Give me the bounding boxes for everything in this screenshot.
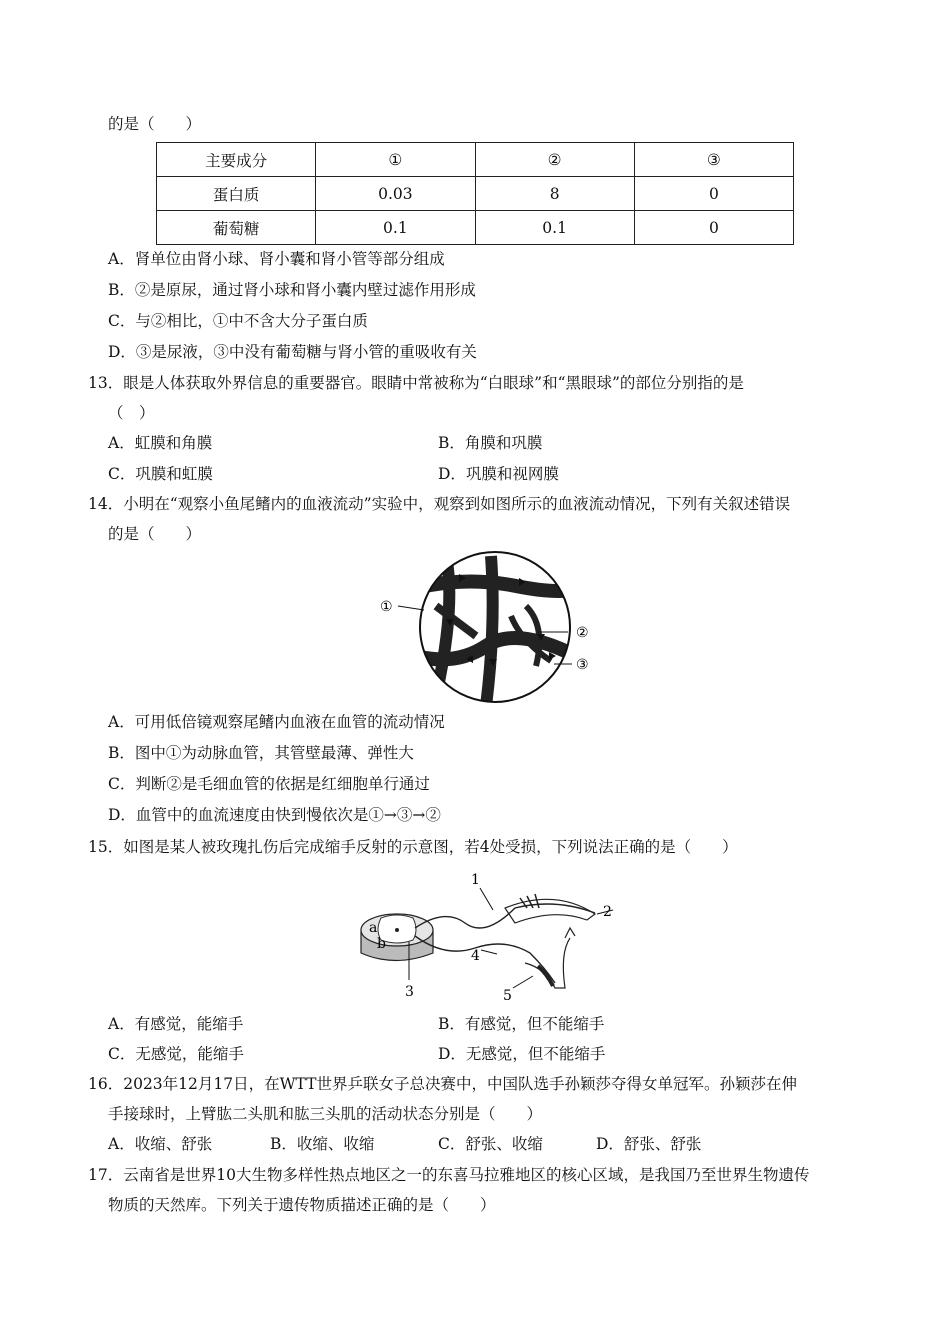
table-cell: 0.1 (475, 211, 634, 245)
q14-stem-line2: 的是（ ） (108, 525, 202, 543)
reflex-label-2: 2 (603, 904, 612, 920)
q12-stem-tail: 的是（ ） (108, 115, 202, 133)
q15-option-c: C．无感觉，能缩手 (108, 1045, 244, 1063)
reflex-label-3: 3 (405, 984, 414, 1000)
table-cell: 0 (634, 211, 793, 245)
q14-option-c: C．判断②是毛细血管的依据是红细胞单行通过 (108, 775, 430, 793)
reflex-label-4: 4 (471, 948, 480, 964)
q15-stem-line1: 15．如图是某人被玫瑰扎伤后完成缩手反射的示意图，若4处受损，下列说法正确的是（ ） (88, 838, 738, 856)
reflex-label-1: 1 (471, 872, 480, 888)
q14-option-d: D．血管中的血流速度由快到慢依次是①→③→② (108, 806, 441, 824)
q13-option-c: C．巩膜和虹膜 (108, 465, 213, 483)
table-cell: 0.03 (316, 177, 475, 211)
q12-option-b: B．②是原尿，通过肾小球和肾小囊内壁过滤作用形成 (108, 281, 476, 299)
table-cell: 8 (475, 177, 634, 211)
table-cell: 葡萄糖 (157, 211, 316, 245)
table-header-cell: 主要成分 (157, 143, 316, 177)
q14-option-a: A．可用低倍镜观察尾鳍内血液在血管的流动情况 (108, 713, 445, 731)
table-header-cell: ③ (634, 143, 793, 177)
q12-table (156, 142, 794, 245)
q12-option-a: A．肾单位由肾小球、肾小囊和肾小管等部分组成 (108, 250, 445, 268)
table-row (157, 177, 794, 211)
blood-flow-figure (376, 546, 616, 706)
reflex-label-a: a (369, 920, 378, 936)
q16-option-a: A．收缩、舒张 (108, 1135, 213, 1153)
q15-option-d: D．无感觉，但不能缩手 (438, 1045, 606, 1063)
q16-option-b: B．收缩、收缩 (270, 1135, 375, 1153)
table-cell: 0.1 (316, 211, 475, 245)
q15-option-b: B．有感觉，但不能缩手 (438, 1015, 605, 1033)
q13-stem-line2: （ ） (108, 404, 155, 422)
q12-option-d: D．③是尿液，③中没有葡萄糖与肾小管的重吸收有关 (108, 343, 477, 361)
figure-label-3: ③ (576, 657, 589, 673)
figure-label-2: ② (576, 625, 589, 641)
table-header-row (157, 143, 794, 177)
table-row (157, 211, 794, 245)
q12-option-c: C．与②相比，①中不含大分子蛋白质 (108, 312, 368, 330)
reflex-arc-figure (355, 868, 625, 1008)
q14-stem-line1: 14．小明在“观察小鱼尾鳍内的血液流动”实验中，观察到如图所示的血液流动情况，下列有关叙述错误 (88, 495, 791, 513)
q17-stem-line2: 物质的天然库。下列关于遗传物质描述正确的是（ ） (108, 1196, 496, 1214)
q16-option-d: D．舒张、舒张 (596, 1135, 702, 1153)
q16-stem-line1: 16．2023年12月17日，在WTT世界乒联女子总决赛中，中国队选手孙颖莎夺得女单冠军。孙颖莎在伸 (88, 1075, 798, 1093)
table-cell: 蛋白质 (157, 177, 316, 211)
q17-stem-line1: 17．云南省是世界10大生物多样性热点地区之一的东喜马拉雅地区的核心区域，是我国乃至世界生物遗传 (88, 1166, 810, 1184)
q13-stem-line1: 13．眼是人体获取外界信息的重要器官。眼睛中常被称为“白眼球”和“黑眼球”的部位分别指的是 (88, 374, 744, 392)
figure-label-1: ① (380, 599, 393, 615)
table-header-cell: ② (475, 143, 634, 177)
table-cell: 0 (634, 177, 793, 211)
table-header-cell: ① (316, 143, 475, 177)
reflex-label-b: b (377, 936, 386, 952)
q13-option-a: A．虹膜和角膜 (108, 434, 213, 452)
q15-option-a: A．有感觉，能缩手 (108, 1015, 244, 1033)
reflex-label-5: 5 (503, 988, 512, 1004)
q13-option-b: B．角膜和巩膜 (438, 434, 543, 452)
q14-option-b: B．图中①为动脉血管，其管壁最薄、弹性大 (108, 744, 414, 762)
q16-option-c: C．舒张、收缩 (438, 1135, 543, 1153)
q16-stem-line2: 手接球时，上臂肱二头肌和肱三头肌的活动状态分别是（ ） (108, 1105, 543, 1123)
q13-option-d: D．巩膜和视网膜 (438, 465, 559, 483)
